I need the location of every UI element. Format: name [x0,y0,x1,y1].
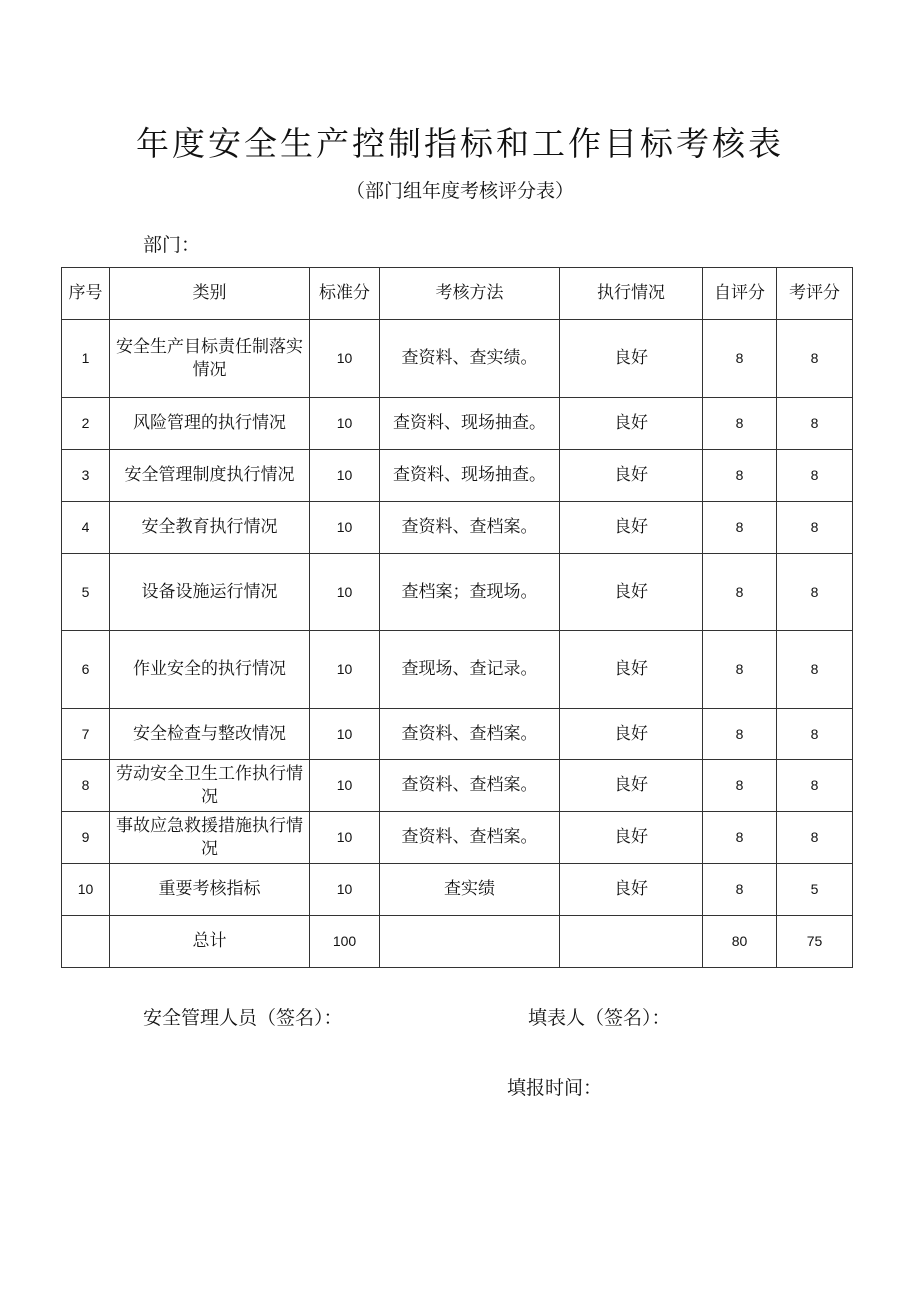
cell-method: 查资料、查实绩。 [380,320,560,398]
cell-self-score: 8 [703,709,777,760]
cell-no: 10 [62,864,110,916]
cell-self-score: 8 [703,554,777,631]
cell-standard: 10 [310,812,380,864]
cell-method: 查资料、查档案。 [380,502,560,554]
cell-no: 9 [62,812,110,864]
header-review-score: 考评分 [777,268,853,320]
cell-category: 重要考核指标 [110,864,310,916]
cell-review-score: 8 [777,502,853,554]
table-row [62,450,853,502]
total-row [62,916,853,968]
table-row [62,502,853,554]
cell-status: 良好 [560,760,703,812]
cell-review-score: 8 [777,709,853,760]
cell-no: 6 [62,631,110,709]
cell-no: 4 [62,502,110,554]
cell-review-score: 8 [777,398,853,450]
cell-status: 良好 [560,631,703,709]
cell-review-score: 5 [777,864,853,916]
cell-self-score: 8 [703,760,777,812]
cell-category: 安全检查与整改情况 [110,709,310,760]
cell-self-score: 8 [703,631,777,709]
cell-method [380,916,560,968]
cell-standard: 10 [310,398,380,450]
cell-self-score: 8 [703,450,777,502]
cell-category: 安全管理制度执行情况 [110,450,310,502]
cell-no [62,916,110,968]
header-method: 考核方法 [380,268,560,320]
cell-method: 查资料、现场抽查。 [380,398,560,450]
filler-signature-label: 填表人（签名）： [528,1007,671,1029]
table-row [62,760,853,812]
cell-standard: 10 [310,502,380,554]
cell-standard: 10 [310,450,380,502]
cell-standard: 10 [310,864,380,916]
table-row [62,398,853,450]
cell-method: 查资料、查档案。 [380,709,560,760]
cell-status: 良好 [560,320,703,398]
cell-standard: 10 [310,631,380,709]
cell-status: 良好 [560,812,703,864]
score-table [61,267,853,968]
cell-review-score: 8 [777,320,853,398]
cell-no: 1 [62,320,110,398]
cell-review-score: 8 [777,450,853,502]
cell-method: 查档案；查现场。 [380,554,560,631]
cell-no: 8 [62,760,110,812]
cell-standard: 10 [310,709,380,760]
cell-method: 查实绩 [380,864,560,916]
cell-no: 3 [62,450,110,502]
cell-self-score: 8 [703,398,777,450]
table-row [62,812,853,864]
cell-method: 查资料、查档案。 [380,760,560,812]
header-category: 类别 [110,268,310,320]
cell-category: 作业安全的执行情况 [110,631,310,709]
cell-review-score: 8 [777,631,853,709]
cell-status [560,916,703,968]
header-standard: 标准分 [310,268,380,320]
safety-manager-signature-label: 安全管理人员（签名）： [143,1007,343,1029]
header-no: 序号 [62,268,110,320]
cell-method: 查资料、现场抽查。 [380,450,560,502]
table-row [62,709,853,760]
cell-status: 良好 [560,450,703,502]
cell-review-score: 8 [777,760,853,812]
cell-status: 良好 [560,709,703,760]
header-self-score: 自评分 [703,268,777,320]
cell-standard: 10 [310,320,380,398]
cell-standard: 10 [310,760,380,812]
cell-status: 良好 [560,864,703,916]
cell-self-score: 8 [703,864,777,916]
table-row [62,631,853,709]
table-row [62,320,853,398]
table-row [62,864,853,916]
cell-status: 良好 [560,502,703,554]
cell-no: 5 [62,554,110,631]
cell-self-score: 8 [703,502,777,554]
cell-review-score: 75 [777,916,853,968]
cell-no: 2 [62,398,110,450]
cell-no: 7 [62,709,110,760]
cell-status: 良好 [560,554,703,631]
page-title: 年度安全生产控制指标和工作目标考核表 [136,124,784,163]
cell-self-score: 8 [703,812,777,864]
cell-status: 良好 [560,398,703,450]
cell-self-score: 8 [703,320,777,398]
cell-method: 查资料、查档案。 [380,812,560,864]
cell-category: 总计 [110,916,310,968]
cell-standard: 10 [310,554,380,631]
cell-standard: 100 [310,916,380,968]
header-status: 执行情况 [560,268,703,320]
cell-category: 设备设施运行情况 [110,554,310,631]
cell-category: 安全生产目标责任制落实情况 [110,320,310,398]
page-subtitle: （部门组年度考核评分表） [345,180,574,202]
cell-category: 风险管理的执行情况 [110,398,310,450]
department-label: 部门： [143,234,201,256]
cell-category: 事故应急救援措施执行情况 [110,812,310,864]
table-header-row [62,268,853,320]
cell-category: 安全教育执行情况 [110,502,310,554]
fill-time-label: 填报时间： [507,1077,603,1099]
cell-review-score: 8 [777,812,853,864]
cell-review-score: 8 [777,554,853,631]
cell-self-score: 80 [703,916,777,968]
cell-category: 劳动安全卫生工作执行情况 [110,760,310,812]
cell-method: 查现场、查记录。 [380,631,560,709]
table-row [62,554,853,631]
